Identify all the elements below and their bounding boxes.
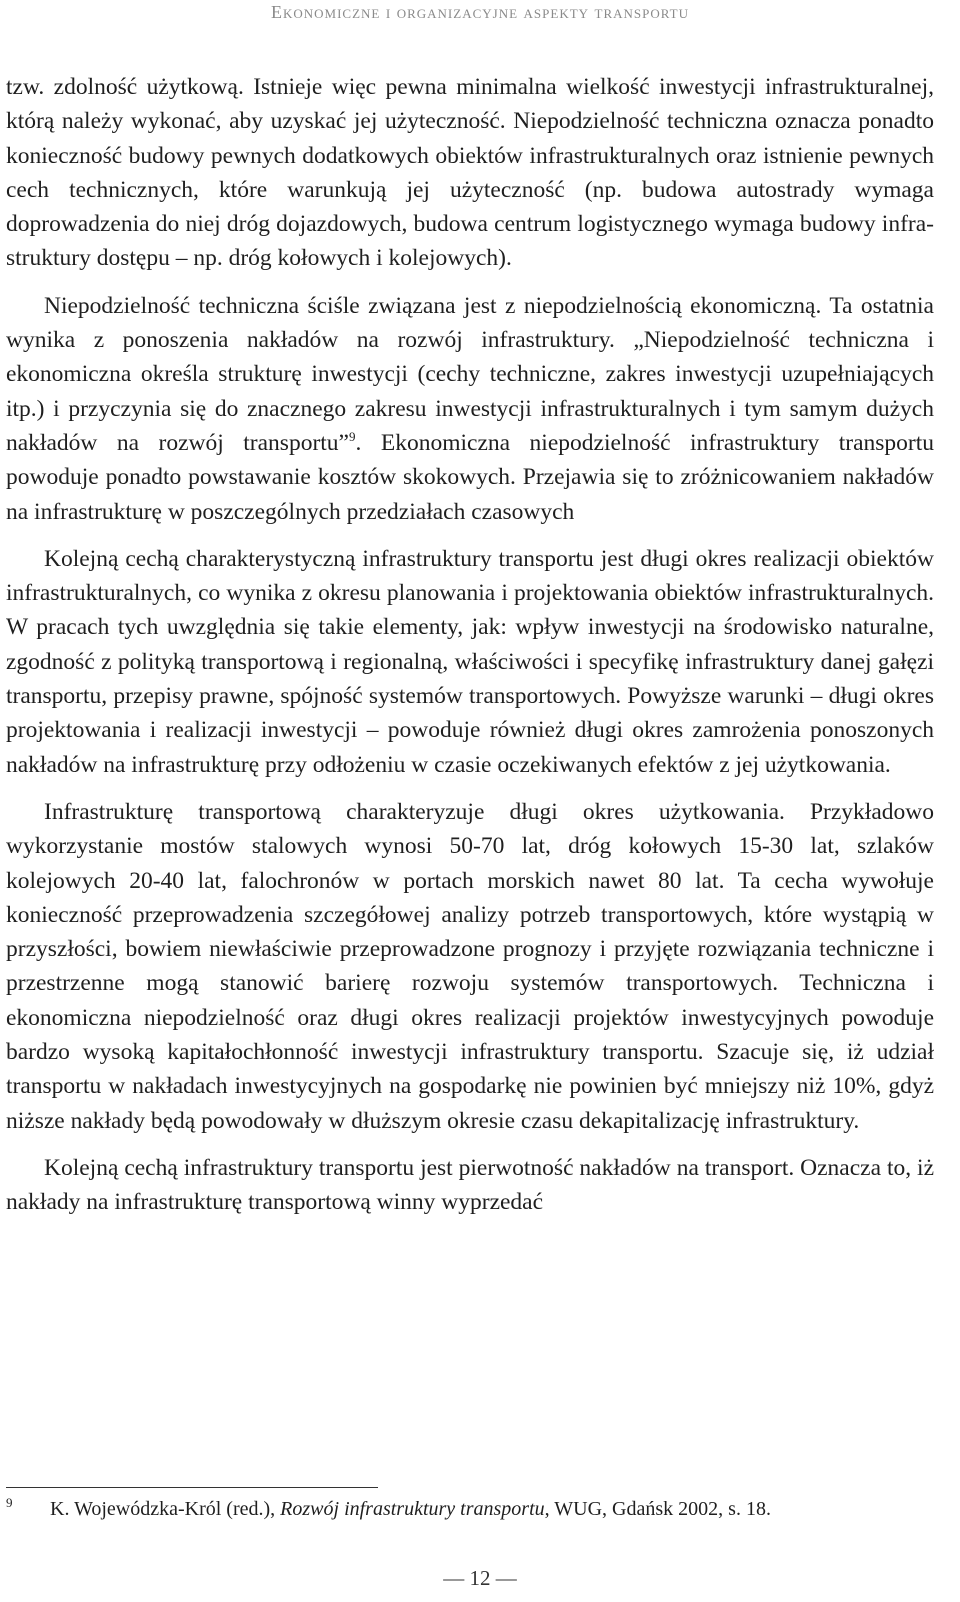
paragraph-primacy-of-outlays: Kolejną cechą infrastruktury transportu jest pierwotność nakładów na transport. Oznacza to, iż nakłady na infrastrukturę transportową winny wyprzedać [6,1154,934,1216]
paragraph-realization-period: Kolejną cechą charakterystyczną infrastruktury transportu jest długi okres realizacji obiektów infrastrukturalnych, co wynika z okresu planowania i projektowania obiektów infrastrukturalnych. W pracach tych uwzględnia się takie elementy, jak: wpływ inwestycji na środowisko naturalne, zgodność z polityką transportową i regionalną, właściwości i specyfikę infrastruktury danej gałęzi transportu, przepisy prawne, spójność systemów transportowych. Powyższe warunki – długi okres projektowania i realizacji inwestycji – powoduje również długi okres zamrożenia ponoszonych nakładów na infrastrukturę przy odłożeniu w czasie oczekiwanych efektów z jej użytkowania. [6,545,934,778]
paragraph-text-before-note: Niepodzielność techniczna ściśle związana jest z niepodzielnością ekonomiczną. Ta ostatnia wynika z ponoszenia nakładów na rozwój infrastruktury. „Niepodzielność techniczna i ekonomiczna określa strukturę inwestycji (cechy techniczne, zakres inwestycji uzupełniających itp.) i przyczynia się do znacznego zakresu inwestycji infrastrukturalnych i tym samym dużych nakładów na rozwój transportu” [6,292,934,456]
footnote-publisher: , WUG, Gdańsk 2002, s. 18. [544,1498,771,1520]
body-text [6,70,934,1220]
footnote-author: K. Wojewódzka-Król (red.), [50,1498,281,1520]
footnote-divider [6,1487,378,1488]
paragraph-text-after-note: . Ekonomiczna niepodzielność infrastruktury transportu powoduje ponadto powstawanie kosztów skokowych. Przejawia się to zróżnicowaniem nakładów na infrastrukturę w poszczególnych przedziałach czasowych [6,429,934,525]
footnote-reference: 9 [349,429,356,445]
footnote-text [50,1495,771,1523]
running-header: Ekonomiczne i organizacyjne aspekty transportu [271,2,689,22]
footnote-number: 9 [6,1495,13,1510]
page-number: — 12 — [443,1566,517,1590]
paragraph-indivisibility [6,289,934,529]
paragraph-usage-period: Infrastrukturę transportową charakteryzuje długi okres użytkowania. Przykładowo wykorzystanie mostów stalowych wynosi 50-70 lat, dróg kołowych 15-30 lat, szlaków kolejowych 20-40 lat, falochronów w portach morskich nawet 80 lat. Ta cecha wywołuje konieczność przeprowadzenia szczegółowej analizy potrzeb transportowych, które wystąpią w przyszłości, bowiem niewłaściwie przeprowadzone prognozy i przyjęte rozwiązania techniczne i przestrzenne mogą stanowić barierę rozwoju systemów transportowych. Techniczna i ekonomiczna niepodzielność oraz długi okres realizacji projektów inwestycyjnych powoduje bardzo wysoką kapitałochłonność inwestycji infrastruktury transportu. Szacuje się, iż udział transportu w nakładach inwestycyjnych na gospodarkę nie powinien być mniejszy niż 10%, gdyż niższe nakłady będą powodowały w dłuższym okresie czasu dekapitalizację infrastruktury. [6,798,934,1134]
footnote-title: Rozwój infrastruktury transportu [280,1498,545,1520]
paragraph-continuation: tzw. zdolność użytkową. Istnieje więc pewna minimalna wielkość inwestycji infrastrukturalnej, którą należy wykonać, aby uzyskać jej użyteczność. Niepodzielność techniczna oznacza ponadto konieczność budowy pewnych dodatkowych obiektów infrastrukturalnych oraz istnienie pewnych cech technicznych, które warunkują jej użyteczność (np. budowa autostrady wymaga doprowadzenia do niej dróg dojazdowych, budowa centrum logistycznego wymaga budowy infrastruktury dostępu – np. dróg kołowych i kolejowych). [6,74,934,272]
